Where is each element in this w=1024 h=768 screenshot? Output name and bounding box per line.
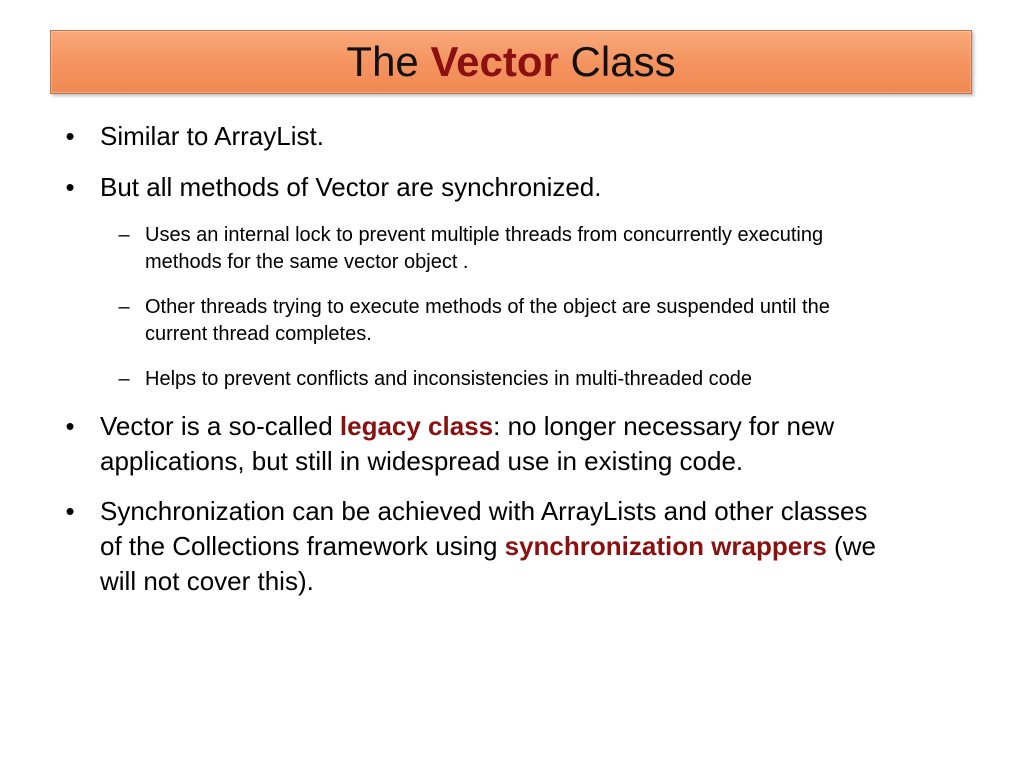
bullet-line: [100, 529, 876, 564]
bullet-line: [100, 409, 834, 444]
bullet-synchronization-wrappers: [65, 494, 876, 599]
sub-bullet-line: current thread completes.: [145, 323, 372, 345]
bullet-similar: [65, 119, 324, 154]
bullet-text: Similar to ArrayList.: [100, 121, 324, 151]
bullet-text: (we: [826, 531, 876, 561]
sub-bullet-line: methods for the same vector object .: [145, 251, 469, 273]
sub-bullet-marker: –: [118, 224, 130, 246]
bullet-legacy-class: [65, 409, 835, 479]
bullet-marker: •: [65, 496, 75, 526]
sub-bullet-conflicts: [118, 366, 752, 393]
bullet-text: But all methods of Vector are synchronized.: [100, 172, 602, 202]
sub-bullet-line: Uses an internal lock to prevent multiple threads from concurrently executing: [145, 224, 824, 246]
sub-bullet-marker: –: [118, 368, 130, 390]
bullet-text: of the Collections framework using: [100, 531, 505, 561]
title-suffix: Class: [558, 38, 676, 85]
synchronization-wrappers-highlight: synchronization wrappers: [504, 531, 827, 561]
title-keyword: Vector: [430, 38, 559, 85]
title-prefix: The: [346, 38, 431, 85]
bullet-marker: •: [65, 121, 75, 151]
bullet-line: Synchronization can be achieved with ArrayLists and other classes: [100, 496, 868, 526]
sub-bullet-line: Other threads trying to execute methods of the object are suspended until the: [145, 296, 830, 318]
bullet-line: applications, but still in widespread use in existing code.: [100, 446, 744, 476]
bullet-line: will not cover this).: [100, 566, 314, 596]
sub-bullet-marker: –: [118, 296, 130, 318]
bullet-marker: •: [65, 172, 75, 202]
bullet-marker: •: [65, 411, 75, 441]
sub-bullet-line: Helps to prevent conflicts and inconsistencies in multi-threaded code: [145, 368, 752, 390]
sub-bullet-suspended: [118, 294, 830, 348]
bullet-synchronized: [65, 170, 602, 205]
legacy-class-highlight: legacy class: [339, 411, 494, 441]
bullet-text: : no longer necessary for new: [493, 411, 835, 441]
sub-bullet-internal-lock: [118, 222, 824, 276]
bullet-text: Vector is a so-called: [100, 411, 340, 441]
